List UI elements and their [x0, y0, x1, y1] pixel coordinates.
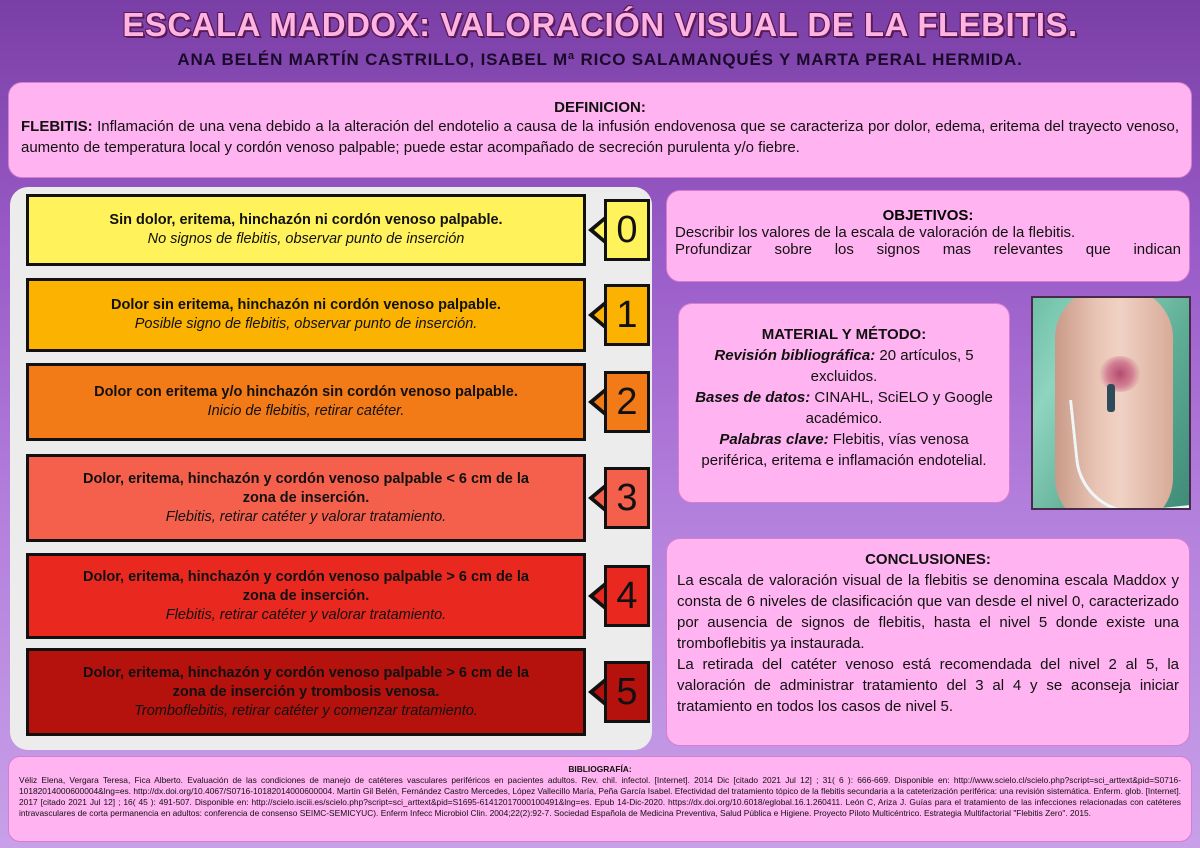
- scale-description: Sin dolor, eritema, hinchazón ni cordón venoso palpable.: [109, 212, 503, 228]
- scale-description-cont: zona de inserción.: [242, 489, 370, 506]
- definition-heading: DEFINICION:: [554, 99, 646, 116]
- maddox-scale-panel: [10, 187, 652, 750]
- scale-description: Dolor sin eritema, hinchazón ni cordón venoso palpable.: [111, 297, 501, 313]
- scale-description-cont: zona de inserción y trombosis venosa.: [172, 683, 440, 700]
- conclusion-paragraph-1: La escala de valoración visual de la flebitis se denomina escala Maddox y consta de 6 niveles de clasificación que van desde el nivel 0, caracterizado por ausencia de signos de flebitis, hasta el nivel 5 donde existe una tromboflebitis ya instaurada.: [677, 572, 1179, 652]
- scale-note: Posible signo de flebitis, observar punto de inserción.: [134, 316, 478, 332]
- inflammation-spot: [1099, 356, 1141, 392]
- scale-level-number: 0: [604, 199, 650, 261]
- scale-level-number: 2: [604, 371, 650, 433]
- scale-band: [26, 278, 586, 352]
- conclusions-heading: CONCLUSIONES:: [865, 551, 991, 568]
- scale-description: Dolor, eritema, hinchazón y cordón venoso palpable > 6 cm de la: [83, 664, 529, 681]
- scale-description: Dolor con eritema y/o hinchazón sin cordón venoso palpable.: [94, 384, 518, 400]
- scale-band: [26, 194, 586, 266]
- method-label: Revisión bibliográfica:: [714, 347, 876, 364]
- definition-box: [8, 82, 1192, 178]
- definition-body: Inflamación de una vena debido a la alteración del endotelio a causa de la infusión endovenosa que se caracteriza por dolor, edema, eritema del trayecto venoso, aumento de temperatura local y cordón venoso palpable; puede estar acompañado de secreción purulenta y/o fiebre.: [21, 118, 1179, 156]
- method-databases: [693, 387, 995, 429]
- bibliography-text: Véliz Elena, Vergara Teresa, Fica Alberto. Evaluación de las condiciones de manejo de catéteres vasculares periféricos en pacientes adultos. Rev. chil. infectol. [Internet]. 2014 Dic [citado 2021 Jul 12] ; 31( 6 ): 666-669. Disponible en: http://www.scielo.cl/scielo.php?script=sci_arttext&pid=S0716-10182014000600004&lng=es. http://dx.doi.org/10.4067/S0716-10182014000600004. Martín Gil Belén, Fernández Castro Mercedes, López Vallecillo María, Peña García Isabel. Efectividad del tratamiento tópico de la flebitis secundaria a la cateterización periférica: una revisión sistemática. Enferm. glob. [Internet]. 2017 [citado 2021 Jul 12] ; 16( 45 ): 491-507. Disponible en: http://scielo.isciii.es/scielo.php?script=sci_arttext&pid=S1695-61412017000100491&lng=es. Epub 14-Dic-2020. https://dx.doi.org/10.6018/eglobal.16.1.260411. León C, Ariza J. Guías para el tratamiento de las infecciones relacionadas con catéteres intravasculares de corta permanencia en adultos: conferencia de consenso SEIMC-SEMICYUC). Enferm Infecc Microbiol Clin. 2004;22(2):92-7. Sociedad Española de Medicina Preventiva, Salud Pública e Higiene. Proyecto Piloto Multicéntrico. Estrategia Multifactorial "Flebitis Zero". 2015.: [19, 775, 1181, 818]
- scale-level-number: 5: [604, 661, 650, 723]
- method-label: Bases de datos:: [695, 389, 811, 406]
- phlebitis-photo: [1031, 296, 1191, 510]
- scale-note: Flebitis, retirar catéter y valorar tratamiento.: [165, 508, 447, 525]
- definition-text: [21, 116, 1179, 158]
- scale-level-number: 4: [604, 565, 650, 627]
- method-label: Palabras clave:: [719, 431, 829, 448]
- scale-note: No signos de flebitis, observar punto de inserción: [147, 231, 465, 247]
- method-box: [678, 303, 1010, 503]
- method-text: Flebitis, vías venosa periférica, eritema e inflamación endotelial.: [701, 431, 987, 469]
- scale-band: [26, 553, 586, 639]
- scale-band: [26, 648, 586, 736]
- scale-level-number: 1: [604, 284, 650, 346]
- method-keywords: [693, 429, 995, 471]
- bibliography-heading: BIBLIOGRAFÍA:: [568, 764, 632, 774]
- poster-title: ESCALA MADDOX: VALORACIÓN VISUAL DE LA FLEBITIS.: [122, 6, 1078, 43]
- scale-level-number: 3: [604, 467, 650, 529]
- objective-1: Describir los valores de la escala de valoración de la flebitis.: [675, 224, 1076, 241]
- scale-note: Inicio de flebitis, retirar catéter.: [207, 403, 405, 419]
- definition-term: FLEBITIS:: [21, 118, 93, 135]
- method-text: CINAHL, SciELO y Google académico.: [805, 389, 993, 427]
- scale-description-cont: zona de inserción.: [242, 587, 370, 604]
- scale-description: Dolor, eritema, hinchazón y cordón venoso palpable > 6 cm de la: [83, 568, 529, 585]
- conclusion-paragraph-2: La retirada del catéter venoso está recomendada del nivel 2 al 5, la valoración de administrar tratamiento del 3 al 4 y se aconseja iniciar tratamiento en todos los casos de nivel 5.: [677, 656, 1179, 715]
- authors: ANA BELÉN MARTÍN CASTRILLO, ISABEL Mª RICO SALAMANQUÉS Y MARTA PERAL HERMIDA.: [177, 50, 1023, 69]
- method-text: 20 artículos, 5 excluidos.: [810, 347, 974, 385]
- conclusions-box: [666, 538, 1190, 746]
- scale-band: [26, 363, 586, 441]
- bibliography-box: [8, 756, 1192, 842]
- method-review: [693, 345, 995, 387]
- objectives-box: [666, 190, 1190, 282]
- objective-2: Profundizar sobre los signos mas relevantes que indican: [675, 241, 1181, 258]
- scale-description: Dolor, eritema, hinchazón y cordón venoso palpable < 6 cm de la: [83, 470, 529, 487]
- objectives-heading: OBJETIVOS:: [882, 207, 974, 224]
- scale-band: [26, 454, 586, 542]
- method-heading: MATERIAL Y MÉTODO:: [761, 326, 927, 343]
- scale-note: Flebitis, retirar catéter y valorar tratamiento.: [165, 606, 447, 623]
- scale-note: Tromboflebitis, retirar catéter y comenzar tratamiento.: [134, 702, 478, 719]
